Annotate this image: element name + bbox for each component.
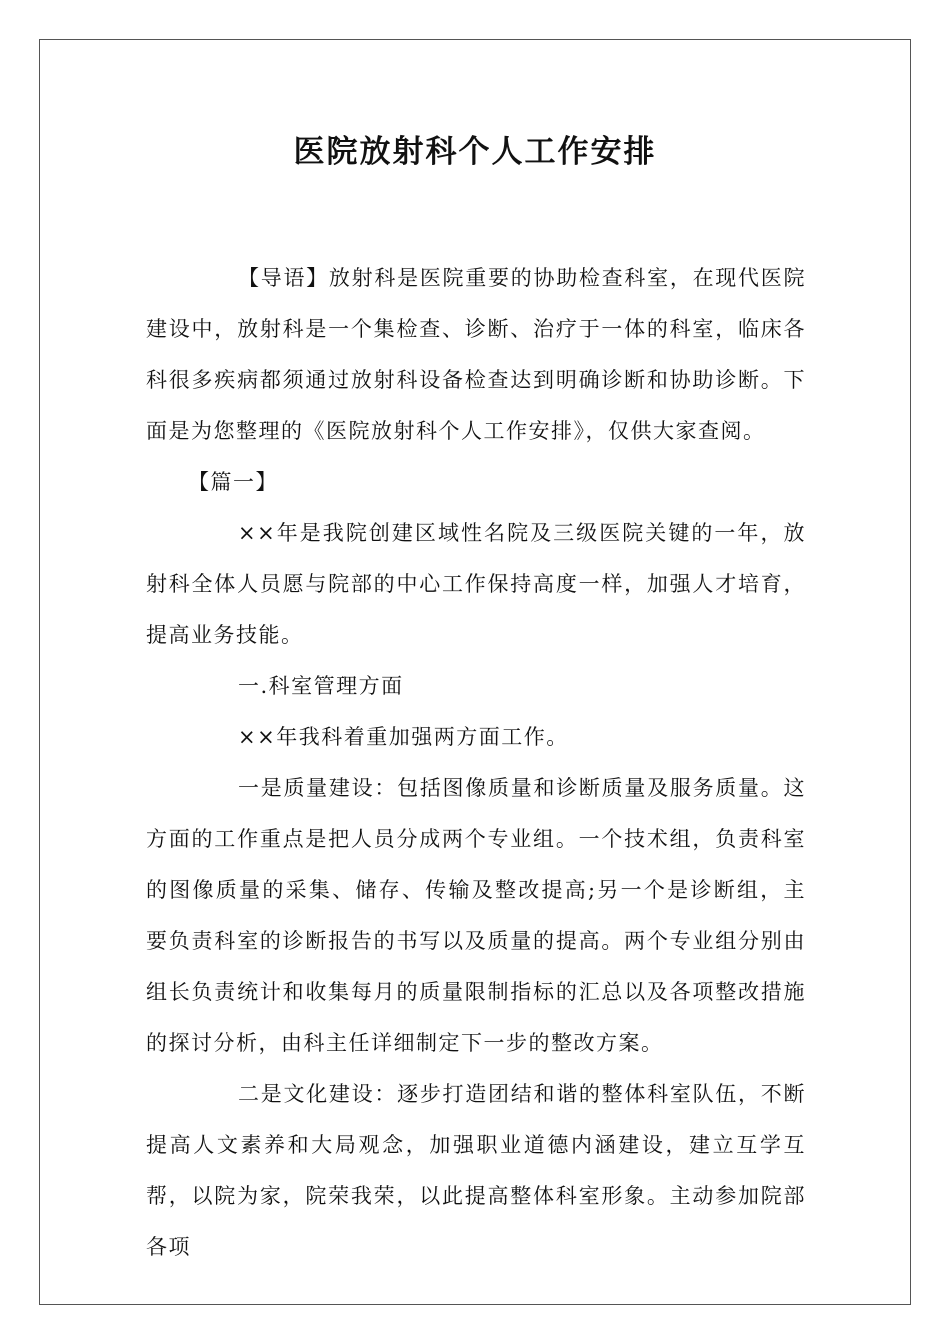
paragraph-culture-building: 二是文化建设：逐步打造团结和谐的整体科室队伍，不断提高人文素养和大局观念，加强职业道德内涵建设，建立互学互帮，以院为家，院荣我荣，以此提高整体科室形象。主动参加院部各项 [146,1082,806,1259]
paragraph-quality-building: 一是质量建设：包括图像质量和诊断质量及服务质量。这方面的工作重点是把人员分成两个专业组。一个技术组，负责科室的图像质量的采集、储存、传输及整改提高;另一个是诊断组，主要负责科室的诊断报告的书写以及质量的提高。两个专业组分别由组长负责统计和收集每月的质量限制指标的汇总以及各项整改措施的探讨分析，由科主任详细制定下一步的整改方案。 [146,776,806,1055]
section-heading-part-one: 【篇一】 [188,470,278,494]
paragraph-overview: ××年是我院创建区域性名院及三级医院关键的一年，放射科全体人员愿与院部的中心工作保持高度一样，加强人才培育，提高业务技能。 [146,521,806,647]
subheading-department-management: 一.科室管理方面 [238,674,404,698]
paragraph-focus: ××年我科着重加强两方面工作。 [238,725,569,749]
document-body [146,253,806,1273]
paragraph-intro: 【导语】放射科是医院重要的协助检查科室，在现代医院建设中，放射科是一个集检查、诊断、治疗于一体的科室，临床各科很多疾病都须通过放射科设备检查达到明确诊断和协助诊断。下面是为您整理的《医院放射科个人工作安排》，仅供大家查阅。 [146,266,806,443]
document-title: 医院放射科个人工作安排 [293,134,657,170]
